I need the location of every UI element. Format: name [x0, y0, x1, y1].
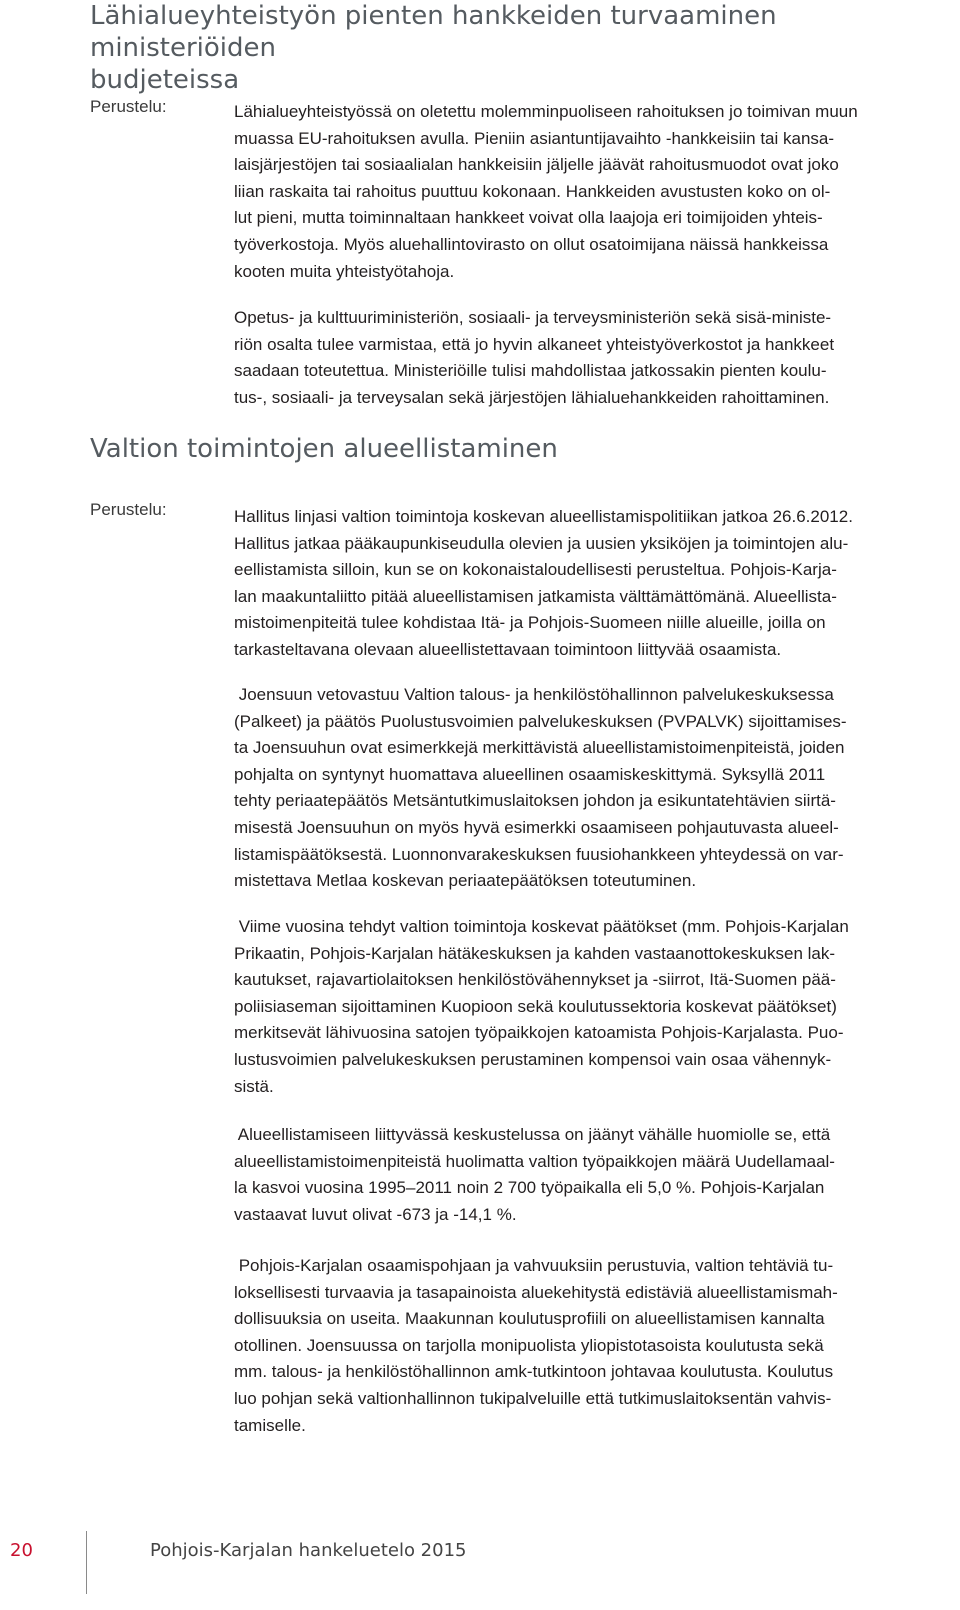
text-line: tus-, sosiaali- ja terveysalan sekä järjestöjen lähialuehankkeiden rahoittaminen. — [234, 387, 830, 407]
text-line: eellistamista silloin, kun se on kokonaistaloudellisesti perusteltua. Pohjois-Karja- — [234, 560, 837, 580]
text-line: loksellisesti turvaavia ja tasapainoista aluekehitystä edistäviä alueellistamismah- — [234, 1282, 838, 1302]
perustelu-label: Perustelu: — [90, 500, 167, 519]
paragraph — [234, 99, 940, 285]
text-line: Lähialueyhteistyössä on oletettu molemminpuoliseen rahoituksen jo toimivan muun — [234, 102, 858, 121]
text-line: sistä. — [234, 1076, 274, 1096]
text-line: misestä Joensuuhun on myös hyvä esimerkki osaamiseen pohjautuvasta alueel- — [234, 817, 839, 837]
section-heading-lahialue — [90, 0, 960, 96]
section-heading-alueellistaminen: Valtion toimintojen alueellistaminen — [90, 434, 558, 464]
text-line: mistettava Metlaa koskevan periaatepäätöksen toteutuminen. — [234, 871, 697, 891]
text-line: Opetus- ja kulttuuriministeriön, sosiaali- ja terveysministeriön sekä sisä-ministe- — [234, 308, 832, 327]
text-line: lut pieni, mutta toiminnaltaan hankkeet voivat olla laajoja eri toimijoiden yhteis- — [234, 208, 823, 228]
text-line: Hallitus jatkaa pääkaupunkiseudulla olevien ja uusien yksiköjen ja toimintojen alu- — [234, 533, 849, 553]
text-line: listamispäätöksestä. Luonnonvarakeskuksen fuusiohankkeen yhteydessä on var- — [234, 844, 844, 864]
text-line: muassa EU-rahoituksen avulla. Pieniin asiantuntijavaihto -hankkeisiin tai kansa- — [234, 128, 835, 148]
text-line: tarkasteltavana olevaan alueellistettavaan toimintoon liittyvää osaamista. — [234, 639, 782, 659]
footer-title: Pohjois-Karjalan hankeluetelo 2015 — [150, 1540, 467, 1561]
text-line: mistoimenpiteitä tulee kohdistaa Itä- ja Pohjois-Suomeen niille alueille, joilla on — [234, 613, 826, 633]
text-line: Prikaatin, Pohjois-Karjalan hätäkeskuksen ja kahden vastaanottokeskuksen lak- — [234, 943, 836, 963]
text-line: riön osalta tulee varmistaa, että jo hyvin alkaneet yhteistyöverkostot ja hankkeet — [234, 334, 835, 354]
heading-line: Lähialueyhteistyön pienten hankkeiden turvaaminen ministeriöiden — [90, 1, 777, 63]
text-line: mm. talous- ja henkilöstöhallinnon amk-tutkintoon johtavaa koulutusta. Koulutus — [234, 1362, 834, 1382]
footer-divider — [86, 1531, 87, 1594]
text-line: tamiselle. — [234, 1415, 306, 1435]
text-line: otollinen. Joensuussa on tarjolla monipuolista yliopistotasoista koulutusta sekä — [234, 1335, 824, 1355]
page-number: 20 — [10, 1540, 33, 1561]
perustelu-label: Perustelu: — [90, 97, 167, 116]
heading-line: budjeteissa — [90, 65, 240, 95]
text-line: lustusvoimien palvelukeskuksen perustaminen kompensoi vain osaa vähennyk- — [234, 1049, 832, 1069]
text-line: pohjalta on syntynyt huomattava alueellinen osaamiskeskittymä. Syksyllä 2011 — [234, 764, 826, 784]
text-line: lan maakuntaliitto pitää alueellistamisen jatkamista välttämättömänä. Alueellista- — [234, 586, 837, 606]
text-line: merkitsevät lähivuosina satojen työpaikkojen katoamista Pohjois-Karjalasta. Puo- — [234, 1023, 844, 1043]
text-line: luo pohjan sekä valtionhallinnon tukipalveluille että tutkimuslaitoksentän vahvis- — [234, 1388, 832, 1408]
text-line: Pohjois-Karjalan osaamispohjaan ja vahvuuksiin perustuvia, valtion tehtäviä tu- — [234, 1256, 834, 1275]
text-line: Alueellistamiseen liittyvässä keskustelussa on jäänyt vähälle huomiolle se, että — [234, 1125, 831, 1144]
paragraph — [234, 1253, 940, 1439]
text-line: kautukset, rajavartiolaitoksen henkilöstövähennykset ja -siirrot, Itä-Suomen pää- — [234, 970, 836, 990]
text-line: poliisiaseman sijoittaminen Kuopioon sekä koulutussektoria koskevat päätökset) — [234, 996, 837, 1016]
text-line: liian raskaita tai rahoitus puuttuu kokonaan. Hankkeiden avustusten koko on ol- — [234, 181, 831, 201]
text-line: laisjärjestöjen tai sosiaalialan hankkeisiin jäljelle jäävät rahoitusmuodot ovat joko — [234, 155, 839, 175]
paragraph — [234, 682, 940, 895]
text-line: saadaan toteutettua. Ministeriöille tulisi mahdollistaa jatkossakin pienten koulu- — [234, 361, 827, 381]
text-line: Joensuun vetovastuu Valtion talous- ja henkilöstöhallinnon palvelukeskuksessa — [234, 685, 834, 704]
paragraph — [234, 1122, 940, 1228]
text-line: (Palkeet) ja päätös Puolustusvoimien palvelukeskuksen (PVPALVK) sijoittamises- — [234, 711, 847, 731]
text-line: tehty periaatepäätös Metsäntutkimuslaitoksen johdon ja esikuntatehtävien siirtä- — [234, 791, 836, 811]
text-line: työverkostoja. Myös aluehallintovirasto on ollut osatoimijana näissä hankkeissa — [234, 234, 829, 254]
text-line: la kasvoi vuosina 1995–2011 noin 2 700 työpaikalla eli 5,0 %. Pohjois-Karjalan — [234, 1178, 825, 1198]
text-line: Hallitus linjasi valtion toimintoja koskevan alueellistamispolitiikan jatkoa 26.6.2012. — [234, 507, 853, 526]
text-line: kooten muita yhteistyötahoja. — [234, 261, 455, 281]
text-line: ta Joensuuhun ovat esimerkkejä merkittävistä alueellistamistoimenpiteistä, joiden — [234, 738, 845, 758]
paragraph — [234, 914, 940, 1100]
text-line: dollisuuksia on useita. Maakunnan koulutusprofiili on alueellistamisen kannalta — [234, 1309, 825, 1329]
text-line: alueellistamistoimenpiteistä huolimatta valtion työpaikkojen määrä Uudellamaal- — [234, 1151, 835, 1171]
paragraph — [234, 504, 940, 664]
paragraph — [234, 305, 940, 411]
text-line: vastaavat luvut olivat -673 ja -14,1 %. — [234, 1204, 517, 1224]
text-line: Viime vuosina tehdyt valtion toimintoja koskevat päätökset (mm. Pohjois-Karjalan — [234, 917, 849, 936]
